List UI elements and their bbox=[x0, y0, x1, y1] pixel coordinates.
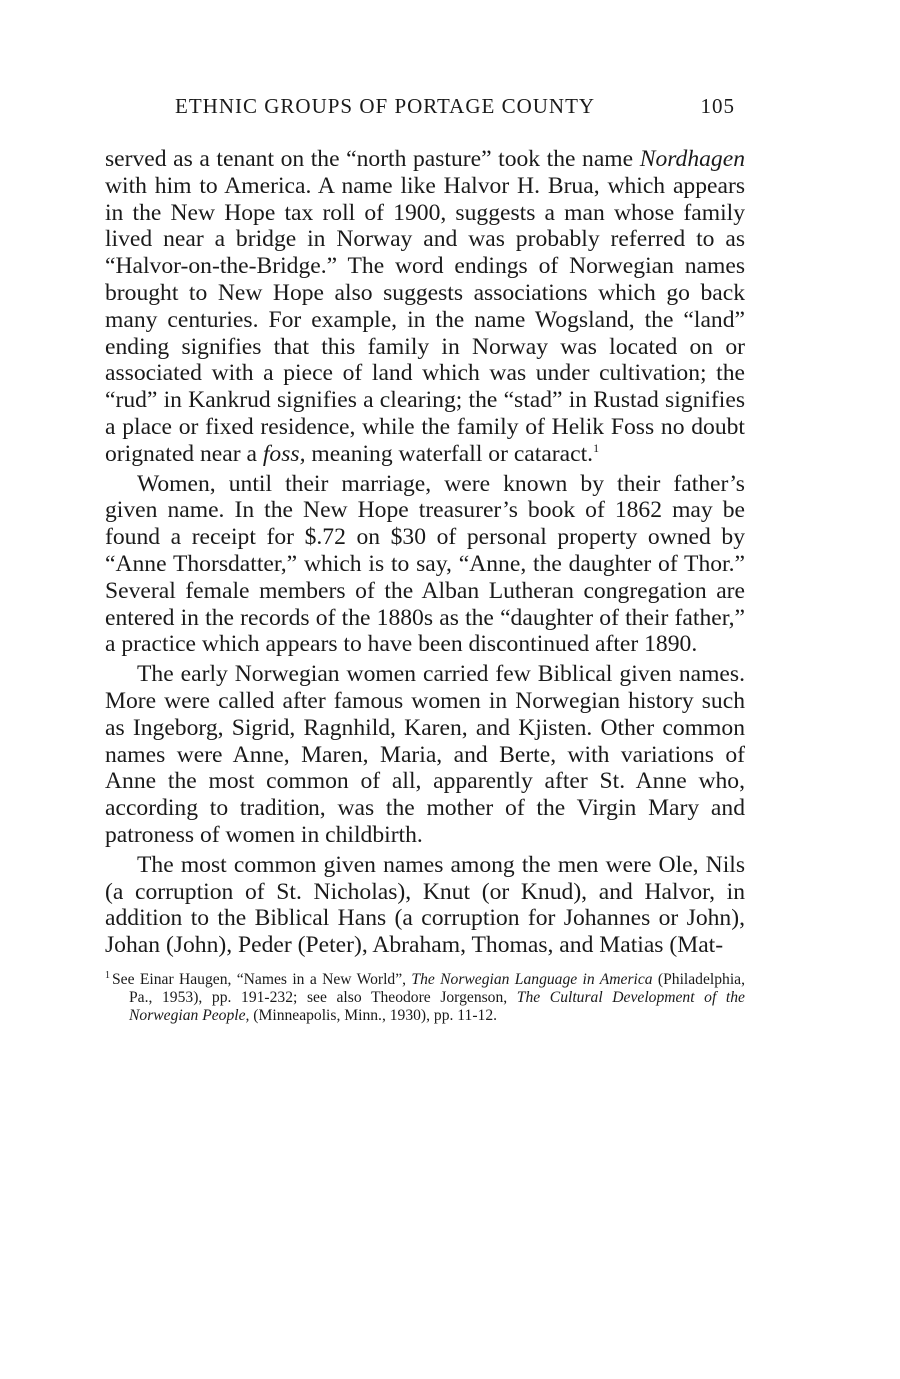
running-head: ETHNIC GROUPS OF PORTAGE COUNTY bbox=[175, 94, 596, 118]
footnote bbox=[105, 971, 745, 1025]
paragraph-3: The early Norwegian women carried few Biblical given names. More were called after famous women in Norwegian history such as Ingeborg, Sigrid, Ragnhild, Karen, and Kjisten. Other common names were Anne, Maren, Maria, and Berte, with variations of Anne the most common of all, apparently after St. Anne who, according to tradition, was the mother of the Virgin Mary and patroness of women in childbirth. bbox=[105, 661, 745, 848]
italic-foss: foss, bbox=[262, 440, 306, 467]
body-text bbox=[105, 146, 745, 959]
paragraph-2: Women, until their marriage, were known by their father’s given name. In the New Hope treasurer’s book of 1862 may be found a receipt for $.72 on $30 of personal property owned by “Anne Thorsdatter,” which is to say, “Anne, the daughter of Thor.” Several female members of the Alban Lutheran congregation are entered in the records of the 1880s as the “daughter of their father,” a practice which appears to have been discontinued after 1890. bbox=[105, 470, 745, 658]
page-header bbox=[105, 92, 745, 122]
footnote-text-b: (Philadelphia, Pa., 1953), pp. 191-232; see also Theodore Jorgenson, bbox=[129, 970, 745, 1006]
footnote-text-c: (Minneapolis, Minn., 1930), pp. 11-12. bbox=[249, 1006, 498, 1024]
italic-nordhagen: Nordhagen bbox=[639, 146, 745, 172]
paragraph-1-text-c: meaning waterfall or cataract. bbox=[305, 440, 594, 467]
page-number: 105 bbox=[700, 94, 735, 118]
footnote-title-2: The Cultural Development of the Norwegian People, bbox=[129, 988, 745, 1024]
footnote-mark: 1 bbox=[105, 969, 110, 981]
footnote-title-1: The Norwegian Language in America bbox=[411, 970, 653, 988]
footnote-reference: 1 bbox=[593, 440, 600, 455]
paragraph-1-text-a: served as a tenant on the “north pasture” took the name bbox=[105, 146, 640, 172]
paragraph-1 bbox=[105, 146, 745, 468]
book-page bbox=[105, 92, 745, 1025]
paragraph-1-text-b: with him to America. A name like Halvor H. Brua, which appears in the New Hope tax roll of 1900, suggests a man whose family lived near a bridge in Norway and was probably referred to as “Halvor-on-the-Bridge.” The word endings of Norwegian names brought to New Hope also suggests associations which go back many centuries. For example, in the name Wogsland, the “land” ending signifies that this family in Norway was located on or associated with a piece of land which was under cultivation; the “rud” in Kankrud signifies a clearing; the “stad” in Rustad signifies a place or fixed residence, while the family of Helik Foss no doubt orignated near a bbox=[105, 172, 745, 467]
footnote-text-a: See Einar Haugen, “Names in a New World”, bbox=[112, 970, 412, 988]
paragraph-4: The most common given names among the men were Ole, Nils (a corruption of St. Nicholas), Knut (or Knud), and Halvor, in addition to the Biblical Hans (a corruption for Johannes or John), Johan (John), Peder (Peter), Abraham, Thomas, and Matias (Mat- bbox=[105, 851, 745, 959]
